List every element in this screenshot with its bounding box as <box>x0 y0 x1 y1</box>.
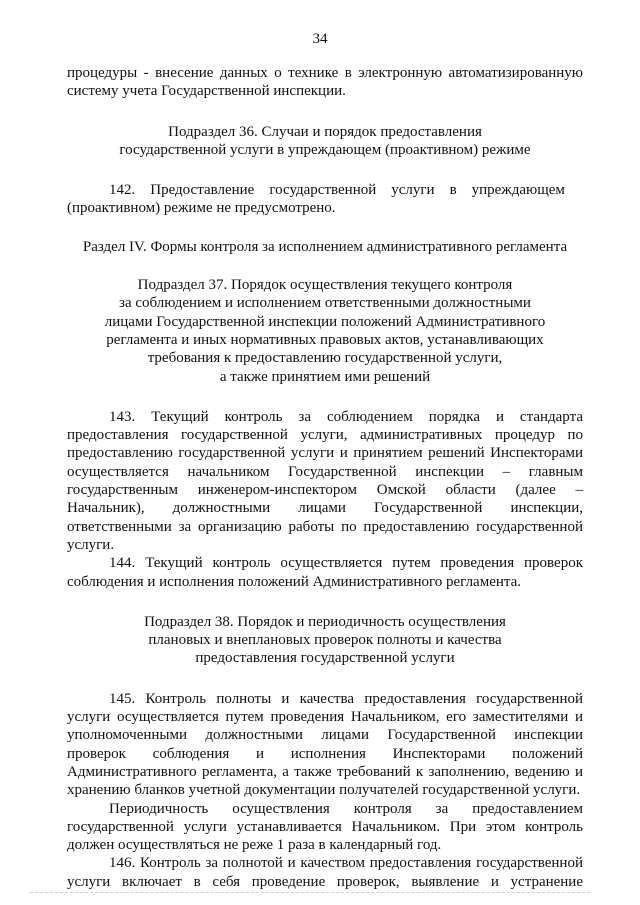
section-4-heading: Раздел IV. Формы контроля за исполнением административного регламента <box>82 238 568 255</box>
page-number: 34 <box>312 31 328 47</box>
paragraph-142 <box>67 181 583 218</box>
heading-line: требования к предоставлению государственной услуги, <box>147 350 503 367</box>
paragraph-145-periodicity: Периодичность осуществления контроля за предоставлением государственной услуги устанавливается Начальником. При этом контроль должен осуществляться не реже 1 раза в календарный год. <box>67 800 583 854</box>
intro-paragraph <box>67 64 583 101</box>
heading-line: а также принятием ими решений <box>219 368 431 385</box>
text-line: процедуры - внесение данных о технике в электронную автоматизированную <box>67 65 583 81</box>
paragraph-144: 144. Текущий контроль осуществляется путем проведения проверок соблюдения и исполнения положений Административного регламента. <box>67 555 583 590</box>
heading-line: Подраздел 36. Случаи и порядок предоставления <box>168 123 482 140</box>
subsection-37-heading <box>67 276 583 386</box>
heading-line: государственной услуги в упреждающем (проактивном) режиме <box>119 141 531 158</box>
text-line: 142. Предоставление государственной услуги в упреждающем <box>109 182 565 199</box>
heading-line: лицами Государственной инспекции положений Административного <box>104 313 546 330</box>
scan-edge-line <box>30 892 590 894</box>
heading-line: Подраздел 37. Порядок осуществления текущего контроля <box>137 277 513 294</box>
heading-line: Подраздел 38. Порядок и периодичность осуществления <box>144 613 506 630</box>
subsection-38-heading <box>67 613 583 668</box>
paragraph-145: 145. Контроль полноты и качества предоставления государственной услуги осуществляется путем проведения Начальником, его заместителями и уполномоченными должностными лицами Государственной инспекции проверок соблюдения и исполнения Инспекторами положений Административного регламента, а также требований к заполнению, ведению и хранению бланков учетной документации получателей государственной услуги. <box>67 690 583 799</box>
text-line: систему учета Государственной инспекции. <box>67 83 346 100</box>
heading-line: предоставления государственной услуги <box>195 650 455 667</box>
heading-line: за соблюдением и исполнением ответственными должностными <box>119 295 531 312</box>
paragraph-146: 146. Контроль за полнотой и качеством предоставления государственной услуги включает в себя проведение проверок, выявление и устранение <box>67 855 583 890</box>
subsection-36-heading <box>67 123 583 160</box>
document-body <box>67 64 583 891</box>
text-line: (проактивном) режиме не предусмотрено. <box>67 200 336 217</box>
paragraph-143: 143. Текущий контроль за соблюдением порядка и стандарта предоставления государственной услуги, административных процедур по предоставлению государственной услуги и принятием решений Инспекторами осуществляется начальником Государственной инспекции – главным государственным инженером-инспектором Омской области (далее – Начальник), должностными лицами Государственной инспекции, ответственными за организацию работы по предоставлению государственной услуги. <box>67 408 583 553</box>
heading-line: плановых и внеплановых проверок полноты и качества <box>148 632 502 649</box>
heading-line: регламента и иных нормативных правовых актов, устанавливающих <box>106 331 544 348</box>
